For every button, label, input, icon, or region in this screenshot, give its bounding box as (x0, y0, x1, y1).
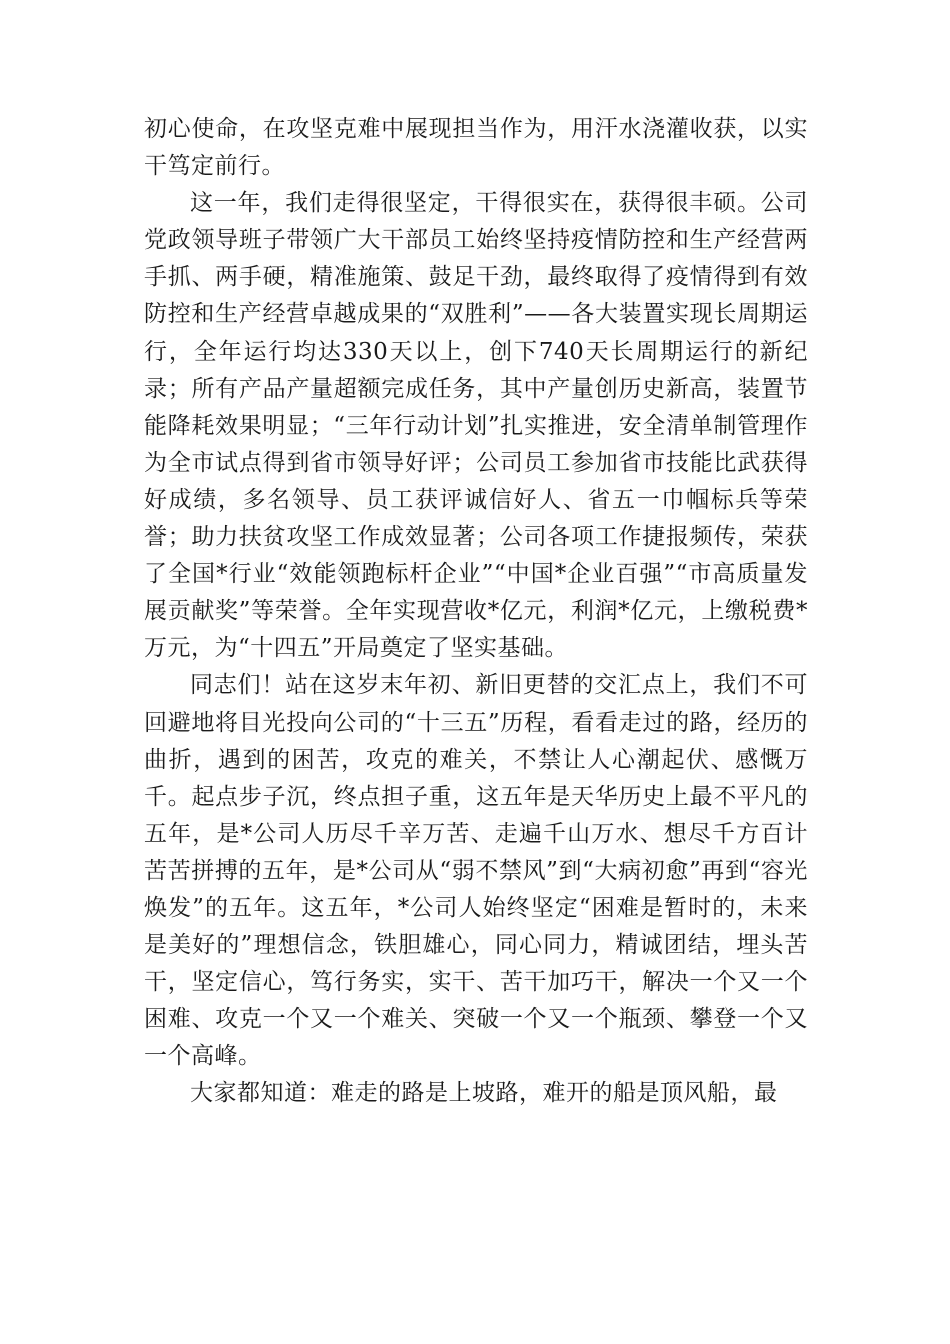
paragraph-2: 这一年，我们走得很坚定，干得很实在，获得很丰硕。公司党政领导班子带领广大干部员工始终坚持疫情防控和生产经营两手抓、两手硬，精准施策、鼓足干劲，最终取得了疫情得到有效防控和生产经营卓越成果的“双胜利”——各大装置实现长周期运行，全年运行均达330天以上，创下740天长周期运行的新纪录；所有产品产量超额完成任务，其中产量创历史新高，装置节能降耗效果明显；“三年行动计划”扎实推进，安全清单制管理作为全市试点得到省市领导好评；公司员工参加省市技能比武获得好成绩，多名领导、员工获评诚信好人、省五一巾帼标兵等荣誉；助力扶贫攻坚工作成效显著；公司各项工作捷报频传，荣获了全国*行业“效能领跑标杆企业”“中国*企业百强”“市高质量发展贡献奖”等荣誉。全年实现营收*亿元，利润*亿元，上缴税费*万元，为“十四五”开局奠定了坚实基础。 (144, 190, 808, 662)
paragraph-3: 同志们！站在这岁末年初、新旧更替的交汇点上，我们不可回避地将目光投向公司的“十三五”历程，看看走过的路，经历的曲折，遇到的困苦，攻克的难关，不禁让人心潮起伏、感慨万千。起点步子沉，终点担子重，这五年是天华历史上最不平凡的五年，是*公司人历尽千辛万苦、走遍千山万水、想尽千方百计苦苦拼搏的五年，是*公司从“弱不禁风”到“大病初愈”再到“容光焕发”的五年。这五年，*公司人始终坚定“困难是暂时的，未来是美好的”理想信念，铁胆雄心，同心同力，精诚团结，埋头苦干，坚定信心，笃行务实，实干、苦干加巧干，解决一个又一个困难、攻克一个又一个难关、突破一个又一个瓶颈、攀登一个又一个高峰。 (144, 672, 808, 1070)
paragraph-1: 初心使命，在攻坚克难中展现担当作为，用汗水浇灌收获，以实干笃定前行。 (144, 116, 808, 180)
document-body (144, 111, 808, 1113)
paragraph-4: 大家都知道：难走的路是上坡路，难开的船是顶风船，最 (190, 1080, 778, 1107)
